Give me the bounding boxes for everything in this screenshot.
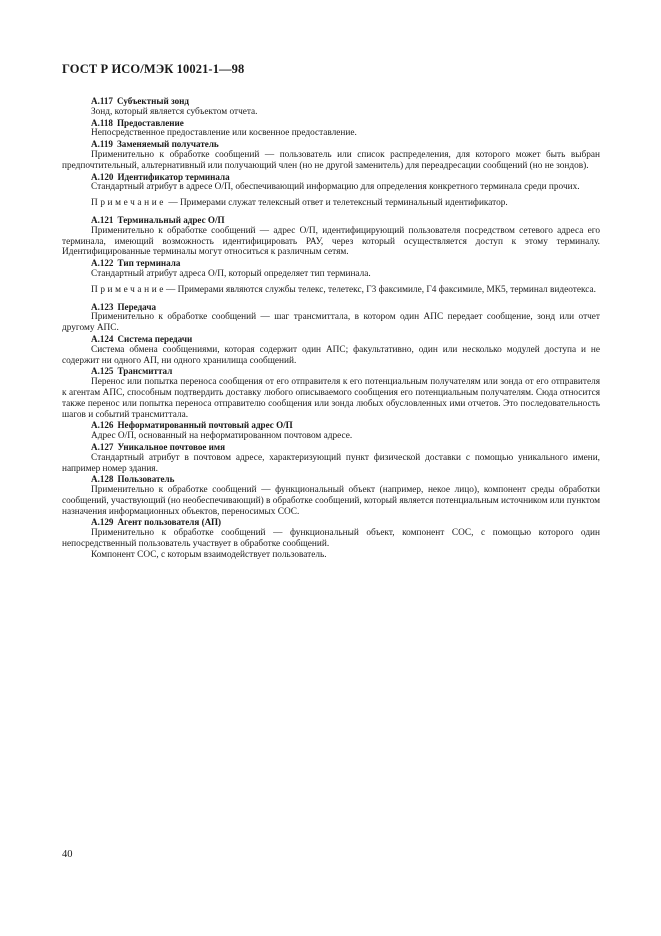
- term-definition: Применительно к обработке сообщений — шаг трансмиттала, в котором один АПС передает сообщение, зонд или отчет другому АПС.: [62, 312, 600, 334]
- term-title: Передача: [117, 301, 157, 312]
- note-label: Примечание: [91, 198, 166, 209]
- term-heading: [62, 258, 600, 269]
- term-definition-extra: Компонент СОС, с которым взаимодействует пользователь.: [91, 549, 327, 560]
- term-definition: Адрес О/П, основанный на неформатированном почтовом адресе.: [91, 431, 353, 442]
- note-text: — Примерами служат телексный ответ и телетексный терминальный идентификатор.: [166, 198, 508, 209]
- term-number: A.128: [91, 474, 114, 485]
- term-definition: Применительно к обработке сообщений — функциональный объект (например, некое лицо), компонент среды обработки сообщений, участвующий (но необеспечивающий) в обработке сообщений, который является потенциальным источником или пунктом назначения информационных объектов, переносимых СОС.: [62, 485, 600, 517]
- term-title: Агент пользователя (АП): [117, 517, 222, 528]
- term-heading: [62, 474, 600, 485]
- term-title: Уникальное почтовое имя: [117, 441, 226, 452]
- term-title: Предоставление: [116, 117, 184, 128]
- term-definition: Стандартный атрибут адреса О/П, который определяет тип терминала.: [91, 268, 371, 279]
- entry-a119: [62, 139, 600, 171]
- entry-a125: [62, 366, 600, 420]
- term-number: A.119: [91, 139, 113, 150]
- term-title: Идентификатор терминала: [117, 171, 230, 182]
- term-definition: Зонд, который является субъектом отчета.: [91, 106, 258, 117]
- term-title: Тип терминала: [117, 258, 181, 269]
- term-heading: [62, 118, 600, 129]
- term-definition: Перенос или попытка переноса сообщения от его отправителя к его потенциальным получателям или зонда от его отправителя к агентам АПС, способным подтвердить доставку любого описываемого сообщения его потенциальным получателям. Сюда относится также перенос или попытка переноса отправителю сообщения или зонда любых обусловленных ими отчетов. Это последовательность шагов и событий трансмиттала.: [62, 377, 600, 420]
- entry-a117: [62, 96, 600, 118]
- entry-a120: [62, 172, 600, 209]
- term-number: A.123: [91, 301, 114, 312]
- term-number: A.120: [91, 171, 114, 182]
- term-definition: Стандартный атрибут в почтовом адресе, характеризующий пункт физической доставки с помощью уникального имени, например номер здания.: [62, 452, 600, 474]
- note-text: — Примерами являются службы телекс, телетекс, Г3 факсимиле, Г4 факсимиле, МК5, терминал видеотекса.: [166, 284, 596, 295]
- term-heading: [62, 517, 600, 528]
- term-title: Трансмиттал: [117, 366, 173, 377]
- term-number: A.127: [91, 441, 114, 452]
- term-note: [62, 198, 600, 209]
- term-number: A.121: [91, 214, 114, 225]
- term-number: A.129: [91, 517, 114, 528]
- entry-a123: [62, 302, 600, 334]
- term-heading: [62, 172, 600, 183]
- term-heading: [62, 139, 600, 150]
- entry-a126: [62, 420, 600, 442]
- entry-a127: [62, 442, 600, 474]
- term-number: A.118: [91, 117, 113, 128]
- term-title: Система передачи: [117, 333, 193, 344]
- entry-a118: [62, 118, 600, 140]
- term-title: Неформатированный почтовый адрес О/П: [117, 420, 293, 431]
- term-heading: [62, 215, 600, 226]
- term-number: A.124: [91, 333, 114, 344]
- term-number: A.126: [91, 420, 114, 431]
- term-definition: Система обмена сообщениями, которая содержит один АПС; факультативно, один или несколько модулей доступа и не содержит ни одного АП, ни одного хранилища сообщений.: [62, 344, 600, 366]
- term-number: A.117: [91, 96, 113, 106]
- term-title: Заменяемый получатель: [116, 139, 219, 150]
- term-title: Субъектный зонд: [116, 96, 189, 106]
- term-note: [62, 285, 600, 296]
- entry-a121: [62, 215, 600, 258]
- term-number: A.125: [91, 366, 114, 377]
- term-title: Терминальный адрес О/П: [117, 214, 225, 225]
- term-heading: [62, 420, 600, 431]
- entry-a124: [62, 334, 600, 366]
- document-header: ГОСТ Р ИСО/МЭК 10021-1—98: [62, 62, 245, 76]
- entry-a129: [62, 517, 600, 560]
- page-number: 40: [62, 849, 73, 860]
- entry-a128: [62, 474, 600, 517]
- term-title: Пользователь: [117, 474, 175, 485]
- term-definition: Применительно к обработке сообщений — пользователь или список распределения, для которого может быть выбран предпочтительный, альтернативный или получающий член (но не другой заменитель) для переадресации сообщений (но не зондов).: [62, 149, 600, 171]
- term-number: A.122: [91, 258, 114, 269]
- term-definition: Применительно к обработке сообщений — адрес О/П, идентифицирующий пользователя посредством сетевого адреса его терминала, имеющий возможность идентифицировать РАУ, через который осуществляется доступ к этому терминалу. Идентифицированные терминалы могут относиться к различным сетям.: [62, 225, 600, 258]
- term-definition: Применительно к обработке сообщений — функциональный объект, компонент СОС, с помощью которого один непосредственный пользователь участвует в обработке сообщений.: [62, 528, 600, 550]
- term-definition: Непосредственное предоставление или косвенное предоставление.: [91, 128, 357, 139]
- term-heading: [62, 96, 600, 107]
- term-heading: [62, 334, 600, 345]
- note-label: Примечание: [91, 284, 166, 295]
- term-heading: [62, 302, 600, 313]
- document-body: [62, 96, 600, 561]
- term-heading: [62, 366, 600, 377]
- term-heading: [62, 442, 600, 453]
- term-definition: Стандартный атрибут в адресе О/П, обеспечивающий информацию для определения конкретного терминала среди прочих.: [91, 182, 580, 193]
- entry-a122: [62, 258, 600, 295]
